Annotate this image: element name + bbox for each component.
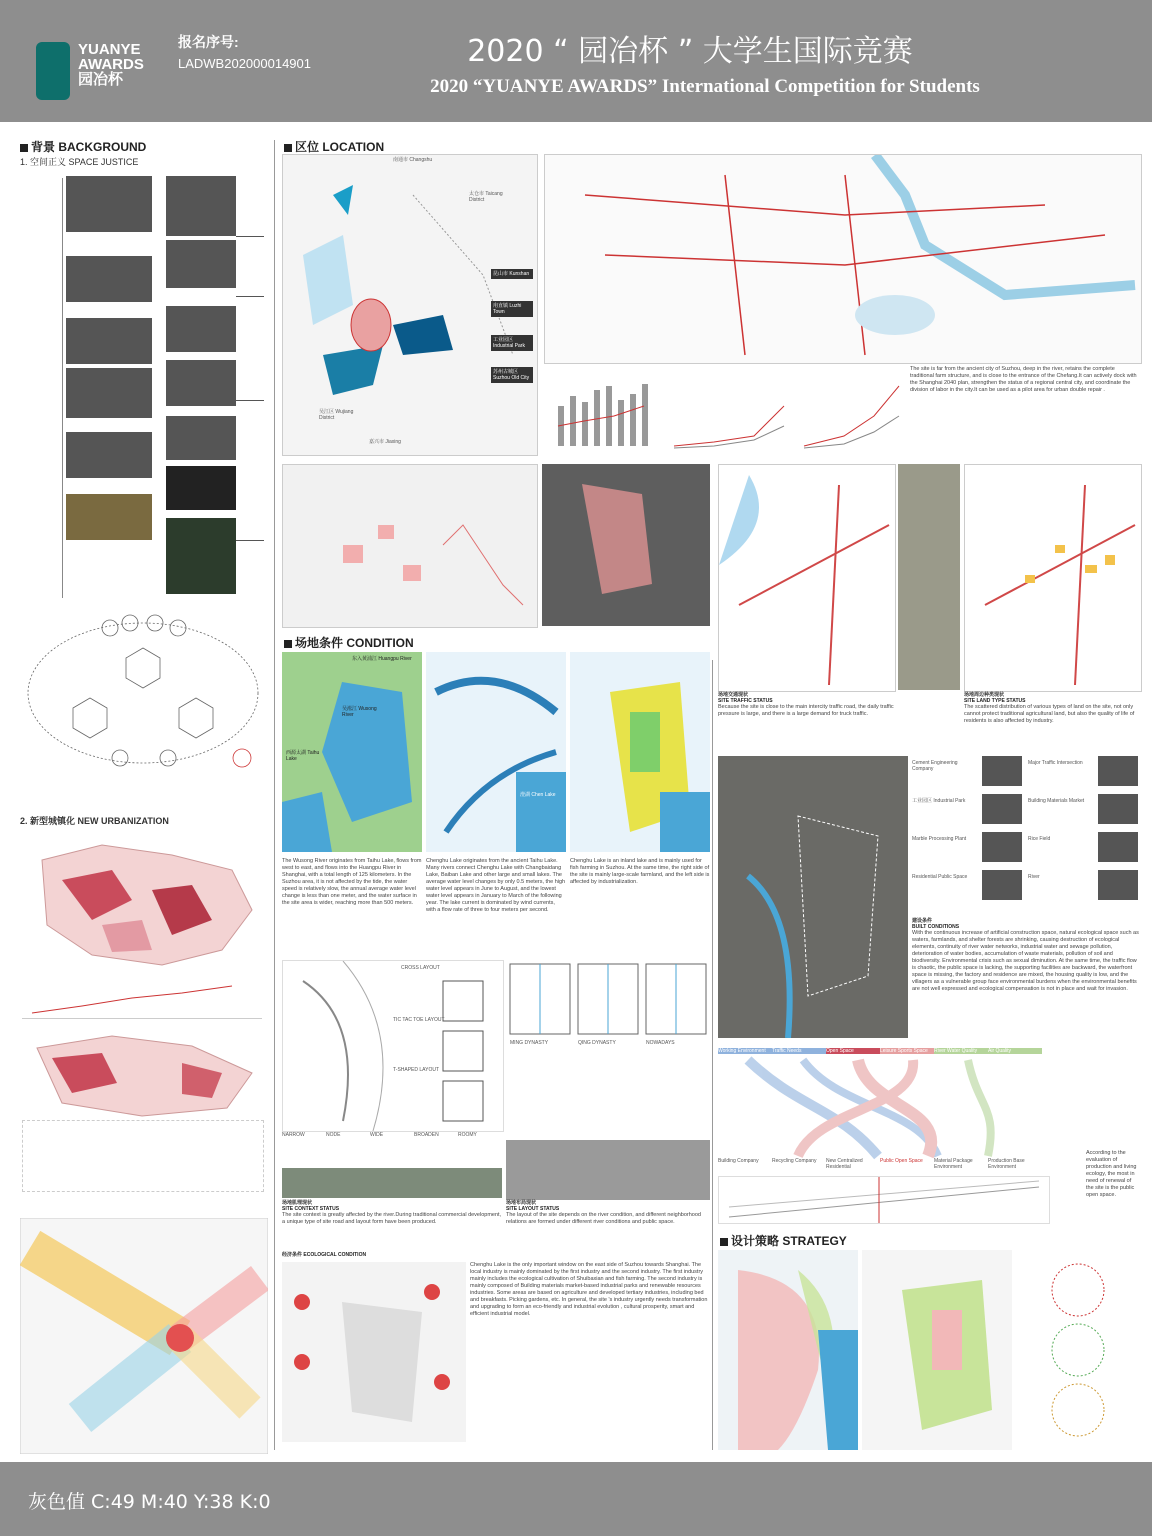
history-photo xyxy=(166,416,236,460)
photo-caption: Residential Public Space xyxy=(912,874,968,880)
evaluation-text: According to the evaluation of production and living ecology, the most in need of renewal of the site is the public open space. xyxy=(1086,1150,1137,1198)
layout-photos xyxy=(506,1140,710,1200)
layout-type-label: T-SHAPED LAYOUT xyxy=(393,1067,440,1073)
ecological-map xyxy=(282,1262,466,1442)
flow-category: Public Open Space xyxy=(880,1158,923,1164)
photo-caption: Cement Engineering Company xyxy=(912,760,958,772)
flow-category: Working Environment xyxy=(718,1048,772,1054)
map-label-wujiang: 吴江区 Wujiang District xyxy=(319,409,354,421)
page-title-cn: 2020 “ 园冶杯 ” 大学生国际竞赛 xyxy=(467,34,913,69)
history-photo xyxy=(66,318,152,364)
map-label-industrial: 工业园区 Industrial Park xyxy=(491,335,533,351)
map-label-luzhi: 甪直镇 Luzhi Town xyxy=(491,301,533,317)
land-use-map xyxy=(570,652,710,852)
axonometric-drawing xyxy=(718,1176,1050,1224)
dynasty-label: QING DYNASTY xyxy=(578,1040,616,1046)
flow-category: Traffic Needs xyxy=(772,1048,826,1054)
history-photo xyxy=(166,240,236,288)
flow-category: River Water Quality xyxy=(934,1048,988,1054)
chenghu-text: Chenghu Lake originates from the ancient Taihu Lake. Many rivers connect Chenghu Lake with Changbaidang Lake, Baiban Lake and other large and small lakes. The average water level changes by only 0.5 meters, the high water level appears in June to August, and the lowest water level appears in January to March of the following year. The lake current is dominated by wind currents, with a flow rate of three to four meters per second. xyxy=(426,858,566,913)
flow-category: Leisure Sports Space xyxy=(880,1048,934,1054)
registration-label: 报名序号: xyxy=(178,34,239,50)
urbanization-chart xyxy=(22,978,262,1019)
green-space-map xyxy=(282,652,422,852)
history-photo xyxy=(166,306,236,352)
flow-category: Open Space xyxy=(826,1048,880,1054)
built-photo-grid xyxy=(912,756,1140,910)
map-label-nantong: 南通市 Changshu xyxy=(393,157,433,163)
section-location-title: 区位 LOCATION xyxy=(284,138,384,155)
label-taihu: 西源太湖 Taihu Lake xyxy=(286,750,320,762)
section-background-title: 背景 BACKGROUND xyxy=(20,138,146,155)
registration-number: LADWB202000014901 xyxy=(178,56,311,71)
section-type-label: ROOMY xyxy=(458,1132,477,1138)
site-aerial-photo xyxy=(718,756,908,1038)
flow-category: Recycling Company xyxy=(772,1158,817,1164)
column-divider xyxy=(274,140,275,1450)
space-justice-diagram xyxy=(20,608,266,778)
dynasty-label: NOWADAYS xyxy=(646,1040,675,1046)
section-condition-title: 场地条件 CONDITION xyxy=(284,634,414,651)
new-urbanization-subtitle: 2. 新型城镇化 NEW URBANIZATION xyxy=(20,816,169,826)
site-context-diagram xyxy=(282,960,504,1132)
site-context-caption: 场地肌理现状 SITE CONTEXT STATUS The site context is greatly affected by the river.During traditional commercial development, a unique type of site road and layout form have been produced. xyxy=(282,1200,502,1225)
section-type-label: BROADEN xyxy=(414,1132,439,1138)
flow-category: New Centralized Residential xyxy=(826,1158,863,1170)
map-label-jiaxing: 嘉兴市 Jiaxing xyxy=(369,439,401,445)
logo-text: YUANYE AWARDS 园冶杯 xyxy=(78,41,144,88)
layout-type-label: TIC TAC TOE LAYOUT xyxy=(393,1017,445,1023)
timeline-line xyxy=(62,178,63,598)
location-description: The site is far from the ancient city of Suzhou, deep in the river, retains the complete traditional farm structure, and is close to the entrance of the Chefang.It can actively dock with the Shanghai 2040 plan, strengthen the status of a regional central city, and coordinate the division of labor in the city.It can be used as a pilot area for urban double repair . xyxy=(910,366,1137,393)
timeline-tick xyxy=(236,296,264,297)
site-traffic-map xyxy=(718,464,896,692)
photo-caption: Building Materials Market xyxy=(1028,798,1085,804)
history-photo xyxy=(66,432,152,478)
label-chenlake: 澄湖 Chen Lake xyxy=(520,792,556,798)
photo-caption: River xyxy=(1028,874,1040,880)
map-label-oldcity: 苏州古城区 Suzhou Old City xyxy=(491,367,533,383)
regional-location-map xyxy=(282,154,538,456)
map-label-taicang: 太仓市 Taicang District xyxy=(469,191,503,203)
flow-category: Building Company xyxy=(718,1158,759,1164)
photo-caption: 工业园区 Industrial Park xyxy=(912,798,966,804)
history-photo xyxy=(66,176,152,232)
strategy-site-map xyxy=(862,1250,1012,1450)
site-aerial-map xyxy=(542,464,710,626)
flow-category: Material Package Environment xyxy=(934,1158,973,1170)
history-photo xyxy=(166,466,236,510)
photo-caption: Marble Processing Plant xyxy=(912,836,967,842)
section-type-label: NARROW xyxy=(282,1132,305,1138)
column-divider xyxy=(712,660,713,1450)
label-huangpu: 东入黄浦江 Huangpu River xyxy=(352,656,412,662)
site-land-caption: 场地周边种类现状 SITE LAND TYPE STATUS The scattered distribution of various types of land on the site, not only cannot protect traditional agricultural land, but also the quality of life of residents is also affected by industry. xyxy=(964,692,1135,724)
history-photo xyxy=(66,494,152,540)
timeline-tick xyxy=(236,540,264,541)
map-label-kunshan: 昆山市 Kunshan xyxy=(491,269,533,279)
yuanye-logo-icon xyxy=(36,42,70,100)
history-photo xyxy=(66,256,152,302)
section-strategy-title: 设计策略 STRATEGY xyxy=(720,1232,847,1249)
wusong-text: The Wusong River originates from Taihu Lake, flows from west to east, and flows into the Huangpu River in Shanghai, with a total length of 125 kilometers. In the Suzhou area, it is not affected by the tide, the water speed is relatively slow, the annual average water level change is less than one meter, and the water surface in the site area is wider, reaching more than 500 meters. xyxy=(282,858,422,906)
page-title-en: 2020 “YUANYE AWARDS” International Competition for Students xyxy=(430,76,980,97)
dynasty-label: MING DYNASTY xyxy=(510,1040,549,1046)
label-wusong: 吴淞江 Wusong River xyxy=(342,706,377,718)
flow-category: Air Quality xyxy=(988,1048,1042,1054)
history-photo xyxy=(166,176,236,236)
site-zoom-map xyxy=(282,464,538,628)
industry-text: Chenghu Lake is an inland lake and is mainly used for fish farming in Suzhou. At the same time, the right side of the site is mainly large-scale farmland, and the left side is affected by industrialization. xyxy=(570,858,710,885)
footer-color-value: 灰色值 C:49 M:40 Y:38 K:0 xyxy=(28,1491,271,1513)
layout-type-label: CROSS LAYOUT xyxy=(401,965,440,971)
strategy-cycle-diagram xyxy=(1016,1250,1140,1450)
section-type-label: WIDE xyxy=(370,1132,384,1138)
site-photos-strip xyxy=(898,464,960,690)
photo-caption: Major Traffic Intersection xyxy=(1028,760,1083,766)
site-traffic-caption: 场地交通现状 SITE TRAFFIC STATUS Because the site is close to the main intercity traffic road, the daily traffic pressure is large, and there is a large demand for truck traffic. xyxy=(718,692,894,717)
site-layout-caption: 场地布局现状 SITE LAYOUT STATUS The layout of the site depends on the river condition, and different neighborhood relations are formed under different river conditions and public space. xyxy=(506,1200,701,1225)
population-charts xyxy=(544,366,904,456)
industrialization-diagram xyxy=(22,1120,264,1192)
dynasty-layout-diagram xyxy=(506,960,710,1050)
space-justice-subtitle: 1. 空间正义 SPACE JUSTICE xyxy=(20,157,139,167)
history-photo xyxy=(166,360,236,406)
jiangsu-industry-map xyxy=(22,1028,262,1118)
jiangsu-ecology-map xyxy=(22,840,262,970)
built-conditions-block: 建设条件 BUILT CONDITIONS With the continuous increase of artificial construction space, natural ecological space such as waters, farmlands, and shelter forests are shrinking, causing destruction of ecological elements, continuity of river water networks, industrial water and sewage pollution, deterioration of water bodies, accumulation of waste materials, pollution of soil and biodiversity. Environmental crisis such as sexual diminution. At the same time, the traffic flow is chaotic, the public space is lacking, the supporting facilities are backward, the waterfront space is missing, the factory and residence are mixed, the housing quality is low, and the villagers as a vulnerable group face environmental burdens when the environmental benefits are not well expressed and ecological compensation is not in place and wait for invasion. xyxy=(912,918,1139,992)
section-type-label: NODE xyxy=(326,1132,341,1138)
evaluation-flow-diagram xyxy=(718,1048,1042,1168)
ecological-text: Chenghu Lake is the only important window on the east side of Suzhou towards Shanghai. The local industry is mainly dominated by the first industry and the second industry. The first industry mainly includes the ecological cultivation of Shuibaxian and fish farming. The second industry is mainly composed of Building materials market-based industrial parks and renewable resources industries. Some areas are based on agriculture and developed tertiary industries, including bed and breakfasts. Picking gardens, etc. In general, the site 's industry urgently needs transformation and upgrading to form an eco-friendly and industrial evolution , cultural prosperity, smart and efficient industrial model. xyxy=(470,1262,708,1317)
regional-corridor-map xyxy=(20,1218,268,1454)
ecological-title: 经济条件 ECOLOGICAL CONDITION xyxy=(282,1252,367,1258)
flow-category: Production Base Environment xyxy=(988,1158,1025,1170)
history-photo xyxy=(66,368,152,418)
timeline-tick xyxy=(236,400,264,401)
history-photo xyxy=(166,518,236,594)
strategy-water-map xyxy=(718,1250,858,1450)
site-landtype-map xyxy=(964,464,1142,692)
city-road-map xyxy=(544,154,1142,364)
water-flow-map xyxy=(426,652,566,852)
photo-caption: Rice Field xyxy=(1028,836,1051,842)
timeline-tick xyxy=(236,236,264,237)
